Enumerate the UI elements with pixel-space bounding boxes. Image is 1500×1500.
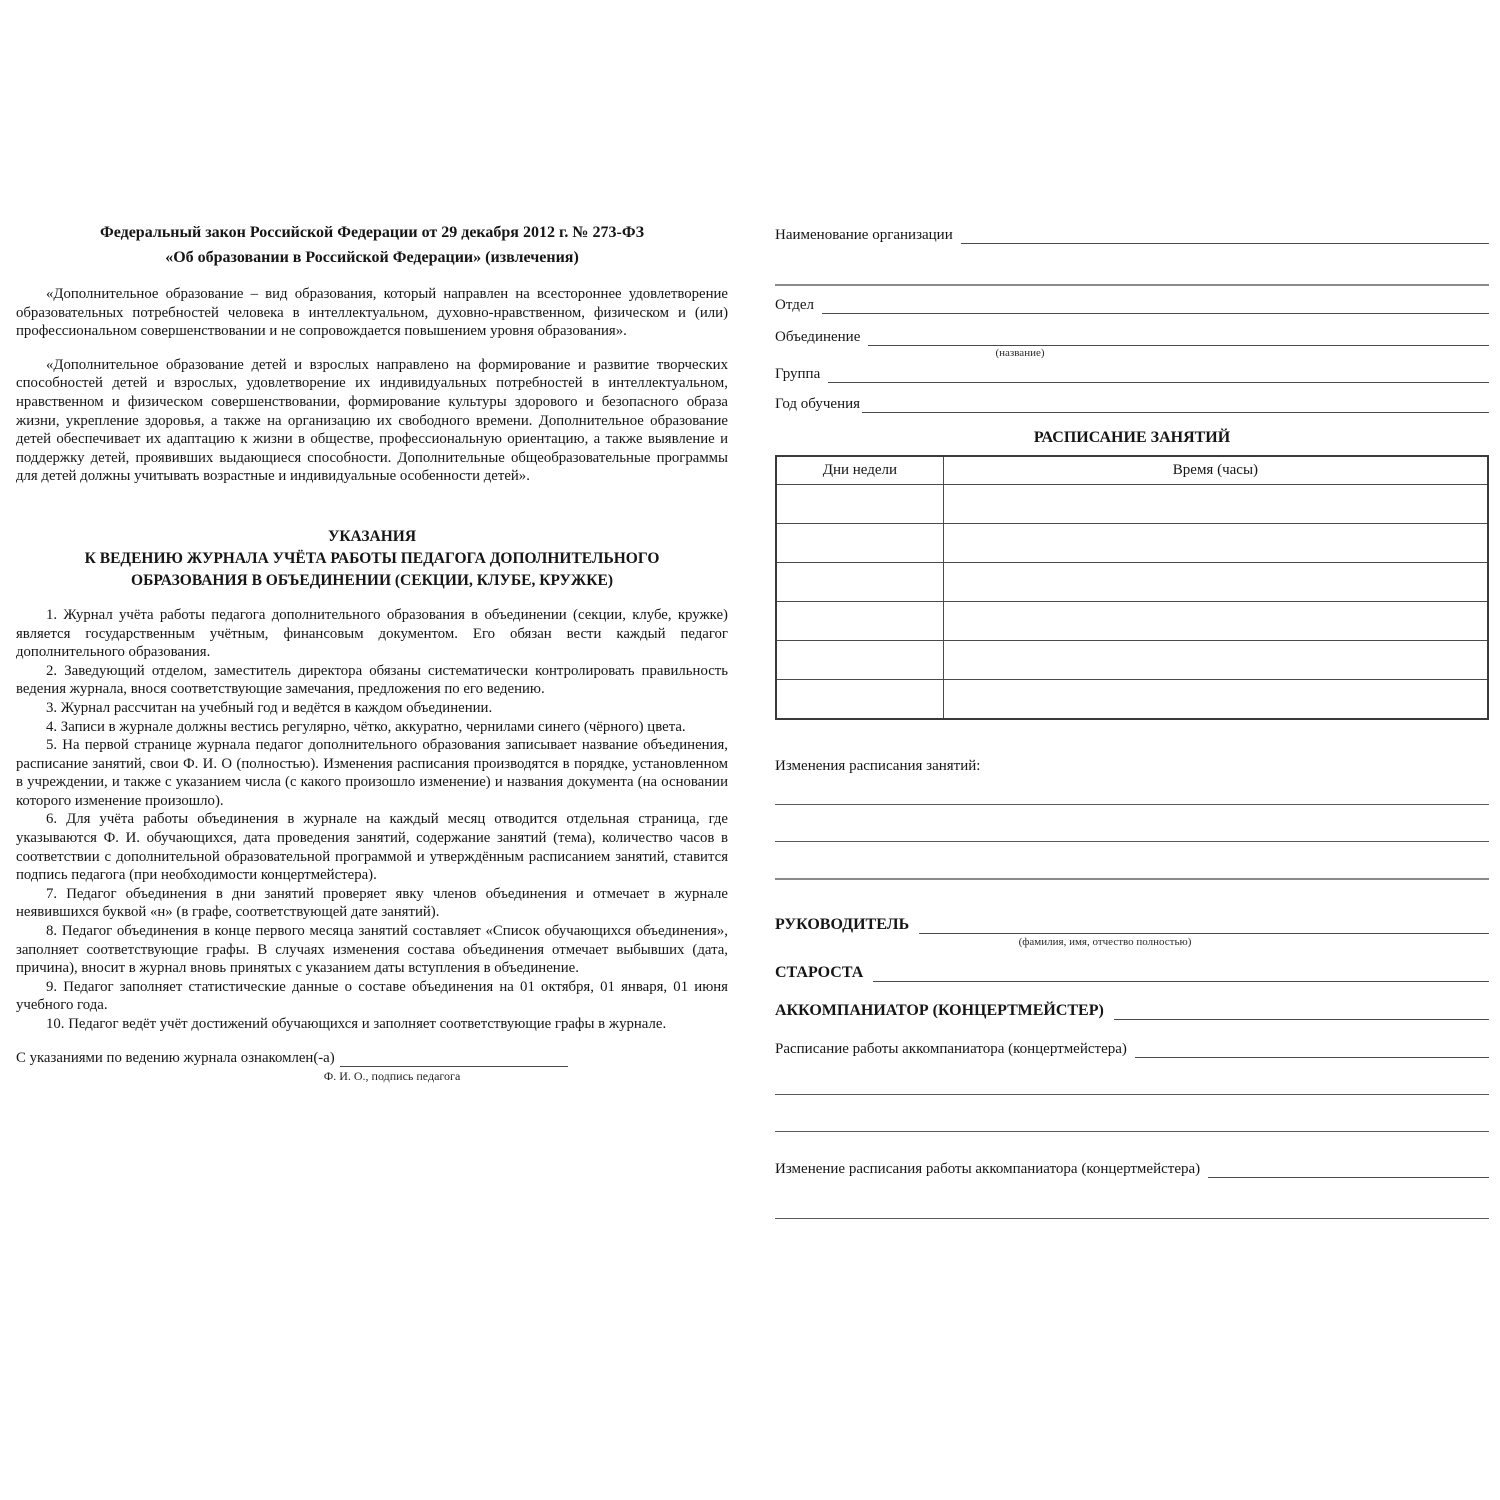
accompanist-schedule-line bbox=[1135, 1040, 1489, 1058]
schedule-col-time: Время (часы) bbox=[943, 456, 1488, 485]
group-line bbox=[828, 365, 1489, 383]
association-caption: (название) bbox=[995, 347, 1045, 359]
schedule-cell bbox=[943, 485, 1488, 524]
schedule-row-5 bbox=[776, 641, 1488, 680]
accompanist-schedule-field bbox=[775, 1040, 1489, 1058]
schedule-cell bbox=[943, 563, 1488, 602]
schedule-cell bbox=[776, 563, 943, 602]
schedule-cell bbox=[776, 485, 943, 524]
accompanist-field bbox=[775, 1002, 1489, 1020]
acknowledgment-caption: Ф. И. О., подпись педагога bbox=[323, 1068, 461, 1083]
acknowledgment-label: С указаниями по ведению журнала ознакомлен(-а) bbox=[16, 1049, 335, 1066]
accompanist-schedule-line-3 bbox=[775, 1131, 1489, 1132]
schedule-cell bbox=[776, 680, 943, 720]
instruction-item-5: 5. На первой странице журнала педагог дополнительного образования записывает название объединения, расписание занятий, свои Ф. И. О (полностью). Изменения расписания производятся в порядке, установленном в учреждении, и также с указанием числа (с какого произошло изменение) и названия документа (на основании которого изменение произошло). bbox=[16, 737, 728, 809]
instructions-heading-line3: ОБРАЗОВАНИЯ В ОБЪЕДИНЕНИИ (СЕКЦИИ, КЛУБЕ, КРУЖКЕ) bbox=[131, 571, 613, 589]
schedule-cell bbox=[943, 641, 1488, 680]
instruction-item-7: 7. Педагог объединения в дни занятий проверяет явку членов объединения и отмечает в журнале неявившихся буквой «н» (в графе, соответствующей дате занятий). bbox=[16, 885, 728, 921]
schedule-cell bbox=[776, 602, 943, 641]
group-label: Группа bbox=[775, 366, 821, 382]
monitor-line bbox=[873, 964, 1489, 982]
instruction-item-3: 3. Журнал рассчитан на учебный год и ведётся в каждом объединении. bbox=[46, 699, 493, 716]
instruction-item-8: 8. Педагог объединения в конце первого месяца занятий составляет «Список обучающихся объединения», заполняет соответствующие графы. В случаях изменения состава объединения отмечает выбывших (дата, причина), вносит в журнал вновь принятых с указанием даты вступления в объединение. bbox=[16, 923, 728, 977]
schedule-changes-line-2 bbox=[775, 841, 1489, 842]
law-paragraph-1: «Дополнительное образование – вид образования, который направлен на всестороннее удовлетворение образовательных потребностей человека в интеллектуальном, духовно-нравственном, физическом и (или) профессиональном совершенствовании и не сопровождается повышением уровня образования». bbox=[16, 286, 728, 340]
instructions-heading-line1: УКАЗАНИЯ bbox=[327, 527, 417, 545]
law-title-line2: «Об образовании в Российской Федерации» (извлечения) bbox=[165, 249, 579, 266]
organization-field bbox=[775, 226, 1489, 244]
schedule-cell bbox=[776, 641, 943, 680]
law-title bbox=[16, 220, 728, 270]
schedule-col-days: Дни недели bbox=[776, 456, 943, 485]
schedule-cell bbox=[943, 602, 1488, 641]
instruction-item-6: 6. Для учёта работы объединения в журнале на каждый месяц отводится отдельная страница, где указываются Ф. И. обучающихся, дата проведения занятий, содержание занятий (тема), количество часов в соответствии с дополнительной образовательной программой и утверждённым расписанием занятий, ставится подпись педагога (при необходимости концертмейстера). bbox=[16, 811, 728, 884]
association-label: Объединение bbox=[775, 329, 861, 345]
department-label: Отдел bbox=[775, 297, 814, 313]
monitor-field bbox=[775, 964, 1489, 982]
accompanist-change-line bbox=[1208, 1160, 1489, 1178]
study-year-field bbox=[775, 395, 1489, 413]
schedule-table bbox=[775, 455, 1489, 720]
acknowledgment-signature-line bbox=[340, 1050, 568, 1067]
accompanist-line bbox=[1114, 1002, 1489, 1020]
instruction-item-2: 2. Заведующий отделом, заместитель директора обязаны систематически контролировать правильность ведения журнала, внося соответствующие замечания, предложения по его ведению. bbox=[16, 662, 728, 698]
schedule-row-1 bbox=[776, 485, 1488, 524]
acknowledgment-row bbox=[16, 1050, 728, 1067]
schedule-changes-label: Изменения расписания занятий: bbox=[775, 758, 981, 774]
schedule-title: РАСПИСАНИЕ ЗАНЯТИЙ bbox=[1033, 429, 1231, 446]
accompanist-change-label: Изменение расписания работы аккомпаниатора (концертмейстера) bbox=[775, 1161, 1201, 1177]
monitor-label: СТАРОСТА bbox=[775, 964, 864, 981]
organization-line-2 bbox=[775, 284, 1489, 286]
schedule-header-row bbox=[776, 456, 1488, 485]
left-page bbox=[16, 220, 728, 1084]
leader-line bbox=[919, 916, 1489, 934]
leader-caption: (фамилия, имя, отчество полностью) bbox=[1018, 936, 1192, 948]
instructions-heading-line2: К ВЕДЕНИЮ ЖУРНАЛА УЧЁТА РАБОТЫ ПЕДАГОГА ДОПОЛНИТЕЛЬНОГО bbox=[84, 549, 660, 567]
right-page bbox=[775, 226, 1489, 1219]
association-field bbox=[775, 328, 1489, 346]
schedule-row-4 bbox=[776, 602, 1488, 641]
group-field bbox=[775, 365, 1489, 383]
study-year-label: Год обучения bbox=[775, 396, 861, 412]
accompanist-label: АККОМПАНИАТОР (КОНЦЕРТМЕЙСТЕР) bbox=[775, 1002, 1104, 1019]
schedule-cell bbox=[943, 524, 1488, 563]
schedule-cell bbox=[943, 680, 1488, 720]
department-line bbox=[822, 296, 1489, 314]
leader-label: РУКОВОДИТЕЛЬ bbox=[775, 916, 910, 933]
instruction-item-9: 9. Педагог заполняет статистические данные о составе объединения на 01 октября, 01 января, 01 июня учебного года. bbox=[16, 978, 728, 1014]
organization-line bbox=[961, 226, 1489, 244]
leader-field bbox=[775, 916, 1489, 934]
law-title-line1: Федеральный закон Российской Федерации от 29 декабря 2012 г. № 273-ФЗ bbox=[99, 224, 645, 241]
accompanist-change-field bbox=[775, 1160, 1489, 1178]
schedule-cell bbox=[776, 524, 943, 563]
department-field bbox=[775, 296, 1489, 314]
schedule-row-3 bbox=[776, 563, 1488, 602]
accompanist-schedule-line-2 bbox=[775, 1094, 1489, 1095]
study-year-line bbox=[862, 395, 1489, 413]
schedule-row-6 bbox=[776, 680, 1488, 720]
schedule-changes-line-1 bbox=[775, 804, 1489, 805]
association-line bbox=[868, 328, 1489, 346]
instructions-heading bbox=[16, 526, 728, 592]
schedule-row-2 bbox=[776, 524, 1488, 563]
instruction-item-10: 10. Педагог ведёт учёт достижений обучающихся и заполняет соответствующие графы в журнале. bbox=[46, 1016, 667, 1032]
accompanist-change-line-2 bbox=[775, 1218, 1489, 1219]
instruction-item-1: 1. Журнал учёта работы педагога дополнительного образования в объединении (секции, клубе, кружке) является государственным учётным, финансовым документом. Его обязан вести каждый педагог дополнительного образования. bbox=[16, 606, 728, 661]
schedule-changes-line-3 bbox=[775, 878, 1489, 880]
instruction-item-4: 4. Записи в журнале должны вестись регулярно, чётко, аккуратно, чернилами синего (чёрного) цвета. bbox=[46, 718, 686, 735]
organization-label: Наименование организации bbox=[775, 227, 953, 243]
accompanist-schedule-label: Расписание работы аккомпаниатора (концертмейстера) bbox=[775, 1041, 1127, 1057]
law-paragraph-2: «Дополнительное образование детей и взрослых направлено на формирование и развитие творческих способностей детей и взрослых, удовлетворение их индивидуальных потребностей в интеллектуальном, нравственном и физическом совершенствовании, формирование культуры здорового и безопасного образа жизни, укрепление здоровья, а также на организацию их свободного времени. Дополнительное образование детей обеспечивает их адаптацию к жизни в обществе, профессиональную ориентацию, а также выявление и поддержку детей, проявивших выдающиеся способности. Дополнительные общеобразовательные программы для детей должны учитывать возрастные и индивидуальные особенности детей». bbox=[16, 356, 728, 485]
